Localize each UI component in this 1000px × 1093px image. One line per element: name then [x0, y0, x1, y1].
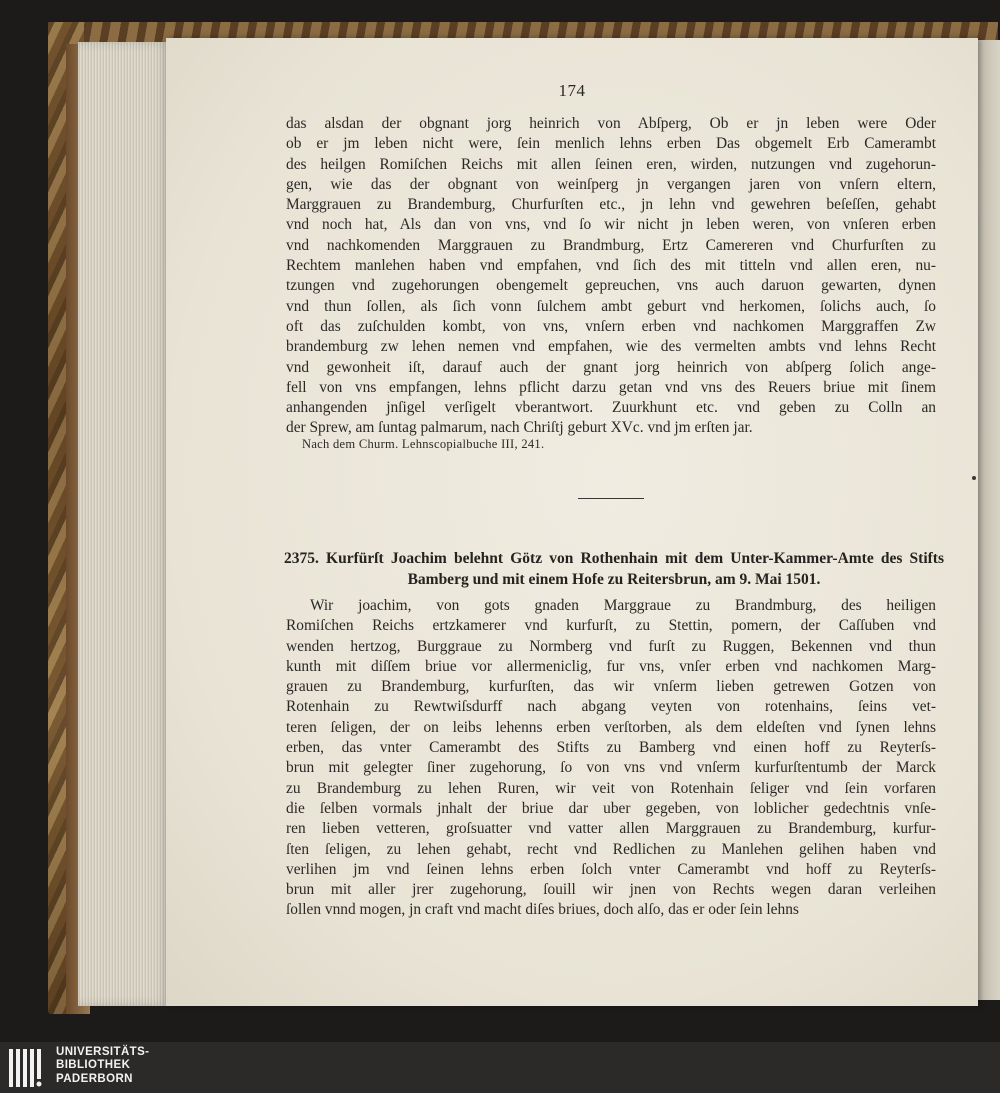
- paragraph-1: [286, 114, 936, 439]
- text-line: Romiſchen Reichs ertzkamerer vnd kurfurſt, zu Stettin, pomern, der Caſſuben vnd: [286, 617, 936, 635]
- text-line: des heilgen Romiſchen Reichs mit allen ſeinen eren, wirden, nutzungen vnd zugehorun-: [286, 155, 936, 173]
- text-line: Rechtem manlehen haben vnd empfahen, vnd ſich des mit titteln vnd allen eren, nu-: [286, 257, 936, 275]
- text-line: vnd nachkomenden Marggrauen zu Brandmburg, Ertz Camereren vnd Churfurſten zu: [286, 236, 936, 254]
- text-line: teren ſeligen, der on leibs lehenns erben verſtorben, als dem eldeſten vnd ſynen lehns: [286, 718, 936, 736]
- page-number: 174: [558, 81, 586, 100]
- section-divider: [578, 498, 644, 499]
- book-page: [166, 38, 978, 1006]
- text-line: wenden hertzog, Burggraue zu Normberg vnd furſt zu Ruggen, Bekennen vnd thun: [286, 637, 936, 655]
- text-line: Wir joachim, von gots gnaden Marggraue zu Brandmburg, des heiligen: [310, 597, 936, 614]
- text-line: zu Brandemburg zu lehen Ruren, wir veit von Rotenhain ſeliger vnd ſein vorfaren: [286, 779, 936, 797]
- text-line: brandemburg zw lehen nemen vnd empfahen, wie des vermelten ambts vnd lehns Recht: [286, 338, 936, 356]
- text-line: ſollen vnnd mogen, jn craft vnd macht diſes briues, doch alſo, das er oder ſein lehns: [286, 901, 799, 919]
- text-line: vnd noch hat, Als dan von vns, vnd ſo wir nicht jn leben weren, von vnſeren erben: [286, 216, 936, 234]
- source-note: Nach dem Churm. Lehnscopialbuche III, 241.: [302, 437, 545, 451]
- text-line: ob er jm leben nicht were, ſein menlich lehns erben Das obgemelt Erb Camerambt: [286, 135, 936, 153]
- library-name: [56, 1046, 149, 1086]
- footer-bar: [0, 1042, 1000, 1093]
- text-line: die ſelben vormals jnhalt der briue dar uber gegeben, von loblicher gedechtnis vnſe-: [286, 799, 936, 817]
- heading-line: 2375. Kurfürſt Joachim belehnt Götz von Rothenhain mit dem Unter-Kammer-Amte des Stifts: [284, 550, 944, 567]
- text-line: verlihen jm vnd ſeinen lehns erben ſolch vnter Camerambt vnd hoff zu Reyterſs-: [286, 860, 936, 878]
- text-line: tzungen vnd zugehorungen obengemelt gepreuchen, vns auch daruon gewarten, dynen: [286, 277, 936, 295]
- text-line: vnd thun ſollen, als ſich vonn ſulchem ambt geburt vnd herkomen, ſolichs auch, ſo: [286, 297, 936, 315]
- page-block-edges: [78, 42, 170, 1006]
- text-line: brun mit aller jrer zugehorung, ſouill wir jnen von Rechts wegen daran verleihen: [286, 881, 936, 899]
- text-line: vnd gewonheit iſt, darauf auch der gnant jorg heinrich von abſperg ſolich ange-: [286, 358, 936, 376]
- text-line: Marggrauen zu Brandemburg, Churfurſten etc., jn lehn vnd gewehren beſeſſen, gehabt: [286, 196, 936, 214]
- margin-dot: [972, 476, 976, 480]
- library-logo-icon: [8, 1047, 48, 1089]
- text-line: fell von vns empfangen, lehns pflicht darzu getan vnd vns des Reuers briue mit ſinem: [286, 378, 936, 396]
- text-line: anhangenden jnſigel verſigelt vberantwort. Zuurkhunt etc. vnd geben zu Colln an: [286, 399, 936, 417]
- library-name-line: PADERBORN: [56, 1072, 133, 1085]
- text-line: der Sprew, am ſuntag palmarum, nach Chriſtj geburt XVc. vnd jm erſten jar.: [286, 419, 753, 437]
- library-name-line: UNIVERSITÄTS-: [56, 1046, 150, 1058]
- text-line: das alsdan der obgnant jorg heinrich von Abſperg, Ob er jn leben were Oder: [286, 115, 936, 132]
- text-line: ren lieben vetteren, groſsuatter vnd vatter allen Marggrauen zu Brandemburg, kurfur-: [286, 820, 936, 838]
- text-line: erben, das vnter Camerambt des Stifts zu Bamberg vnd einen hoff zu Reyterſs-: [286, 739, 936, 757]
- paragraph-2: [286, 596, 936, 921]
- next-page-edge: [976, 40, 1000, 1000]
- text-line: kunth mit diſſem briue vor allermeniclig, fur vns, vnſer erben vnd nachkomen Marg-: [286, 657, 936, 675]
- text-line: Rotenhain zu Rewtwiſsdurff nach abgang veyten von rotenhains, ſeins vet-: [286, 698, 936, 716]
- text-line: grauen zu Brandemburg, kurfurſten, das wir vnſerm lieben getrewen Gotzen von: [286, 678, 936, 696]
- text-line: gen, wie das der obgnant von weinſperg jn vergangen jaren von vnſern eltern,: [286, 175, 936, 193]
- document-heading: [284, 548, 944, 590]
- text-line: oft das zuſchulden kombt, von vns, vnſern erben vnd nachkomen Marggraffen Zw: [286, 317, 936, 335]
- heading-line: Bamberg und mit einem Hofe zu Reitersbrun, am 9. Mai 1501.: [407, 571, 821, 588]
- library-name-line: BIBLIOTHEK: [56, 1059, 131, 1072]
- text-line: ſten ſeligen, zu lehen gehabt, recht vnd Redlichen zu Manlehen gelihen haben vnd: [286, 840, 936, 858]
- text-line: brun mit gelegter ſiner zugehorung, ſo von vns vnd vnſerm kurfurſtentumb der Marck: [286, 759, 936, 777]
